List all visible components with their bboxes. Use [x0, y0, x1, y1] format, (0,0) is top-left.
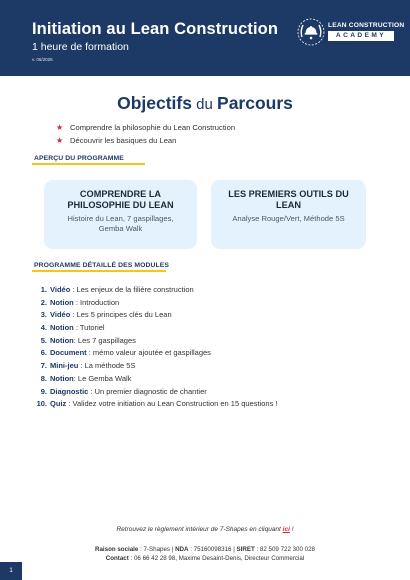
module-number: 3. — [40, 310, 47, 320]
raison-value: : 7-Shapes | — [138, 546, 176, 553]
module-type: Notion — [50, 297, 74, 307]
module-description: : Les 5 principes clés du Lean — [70, 310, 172, 320]
module-item — [0, 335, 410, 348]
card-body-line1: Analyse Rouge/Vert, Méthode 5S — [232, 214, 345, 223]
logo-text-line2: ACADEMY — [328, 31, 394, 41]
version-label: v. 06/2025 — [32, 57, 53, 62]
contact-info — [0, 555, 410, 562]
module-item — [0, 347, 410, 360]
overview-card-tools — [211, 180, 366, 249]
overview-heading: APERÇU DU PROGRAMME — [34, 155, 124, 162]
card-body-line2: Gemba Walk — [98, 224, 143, 233]
objective-item — [56, 134, 235, 147]
overview-heading-underline — [32, 163, 145, 165]
module-type: Notion — [50, 373, 74, 383]
module-number: 1. — [40, 285, 47, 294]
card-body-line1: Histoire du Lean, 7 gaspillages, — [67, 214, 174, 223]
course-duration: 1 heure de formation — [32, 41, 129, 53]
course-title: Initiation au Lean Construction — [32, 20, 279, 38]
module-description: : Introduction — [73, 297, 120, 307]
module-description: : Tutoriel — [73, 323, 105, 333]
module-type: Diagnostic — [50, 386, 89, 396]
module-description: : Les enjeux de la filière construction — [70, 285, 194, 294]
objective-item — [56, 121, 235, 134]
card-title-line1: LES PREMIERS OUTILS DU — [228, 189, 349, 199]
siret-value: : 82 509 722 300 028 — [254, 546, 315, 553]
module-type: Notion — [50, 335, 74, 345]
module-type: Notion — [50, 323, 74, 333]
module-description: : La méthode 5S — [78, 361, 136, 371]
nda-label: NDA — [175, 546, 189, 553]
module-number: 5. — [40, 335, 47, 345]
module-number: 8. — [40, 373, 47, 383]
regulation-text: Retrouvez le règlement intérieur de 7-Shapes en cliquant — [116, 526, 283, 533]
contact-label: Contact — [105, 555, 129, 562]
siret-label: SIRET — [236, 546, 255, 553]
module-item — [0, 322, 410, 335]
modules-list — [0, 284, 410, 411]
company-info — [0, 546, 410, 553]
star-icon: ★ — [56, 123, 64, 132]
module-type: Mini-jeu — [50, 361, 79, 371]
page-header — [0, 0, 410, 76]
title-word-parcours: Parcours — [217, 93, 293, 113]
module-item — [0, 297, 410, 310]
module-type: Vidéo — [50, 285, 71, 294]
module-description: : Validez votre initiation au Lean Construction en 15 questions ! — [66, 399, 278, 409]
module-description: : mémo valeur ajoutée et gaspillages — [86, 348, 211, 358]
module-number: 6. — [40, 348, 47, 358]
modules-heading-underline — [32, 270, 166, 272]
raison-label: Raison sociale — [95, 546, 139, 553]
card-title-line1: COMPRENDRE LA — [79, 189, 162, 199]
module-number: 10. — [36, 399, 47, 409]
modules-heading: PROGRAMME DÉTAILLÉ DES MODULES — [34, 262, 170, 269]
module-number: 4. — [40, 323, 47, 333]
card-title-line2: LEAN — [275, 200, 301, 210]
star-icon: ★ — [56, 136, 64, 145]
overview-card-philosophy — [44, 180, 197, 249]
module-description: : Le Gemba Walk — [73, 373, 132, 383]
module-item — [0, 386, 410, 399]
nda-value: : 75160098316 | — [188, 546, 237, 553]
regulation-end: ! — [289, 526, 294, 533]
module-item — [0, 373, 410, 386]
module-number: 7. — [40, 361, 47, 371]
card-title-line2: PHILOSOPHIE DU LEAN — [67, 200, 174, 210]
module-number: 9. — [40, 386, 47, 396]
contact-value: : 06 66 42 28 98, Maxime Desaint-Denis, Directeur Commercial — [128, 555, 305, 562]
module-type: Document — [50, 348, 87, 358]
objectives-list — [56, 121, 235, 147]
module-description: : Les 7 gaspillages — [73, 335, 136, 345]
objectives-title — [0, 93, 410, 114]
regulation-link[interactable]: ici — [282, 526, 290, 533]
module-type: Quiz — [50, 399, 67, 409]
module-item — [0, 309, 410, 322]
module-item — [0, 398, 410, 411]
module-item — [0, 360, 410, 373]
objective-text: Découvrir les basiques du Lean — [70, 136, 177, 145]
regulation-note — [0, 526, 410, 533]
module-description: : Un premier diagnostic de chantier — [88, 386, 207, 396]
module-type: Vidéo — [50, 310, 71, 320]
module-number: 2. — [40, 297, 47, 307]
page-number: 1 — [0, 562, 22, 580]
laurel-helmet-icon — [296, 17, 326, 47]
title-word-du: du — [191, 96, 218, 113]
module-item — [0, 284, 410, 297]
objective-text: Comprendre la philosophie du Lean Construction — [70, 123, 236, 132]
title-word-objectifs: Objectifs — [117, 93, 192, 113]
logo-text-line1: LEAN CONSTRUCTION — [328, 22, 405, 29]
academy-logo — [296, 17, 405, 49]
